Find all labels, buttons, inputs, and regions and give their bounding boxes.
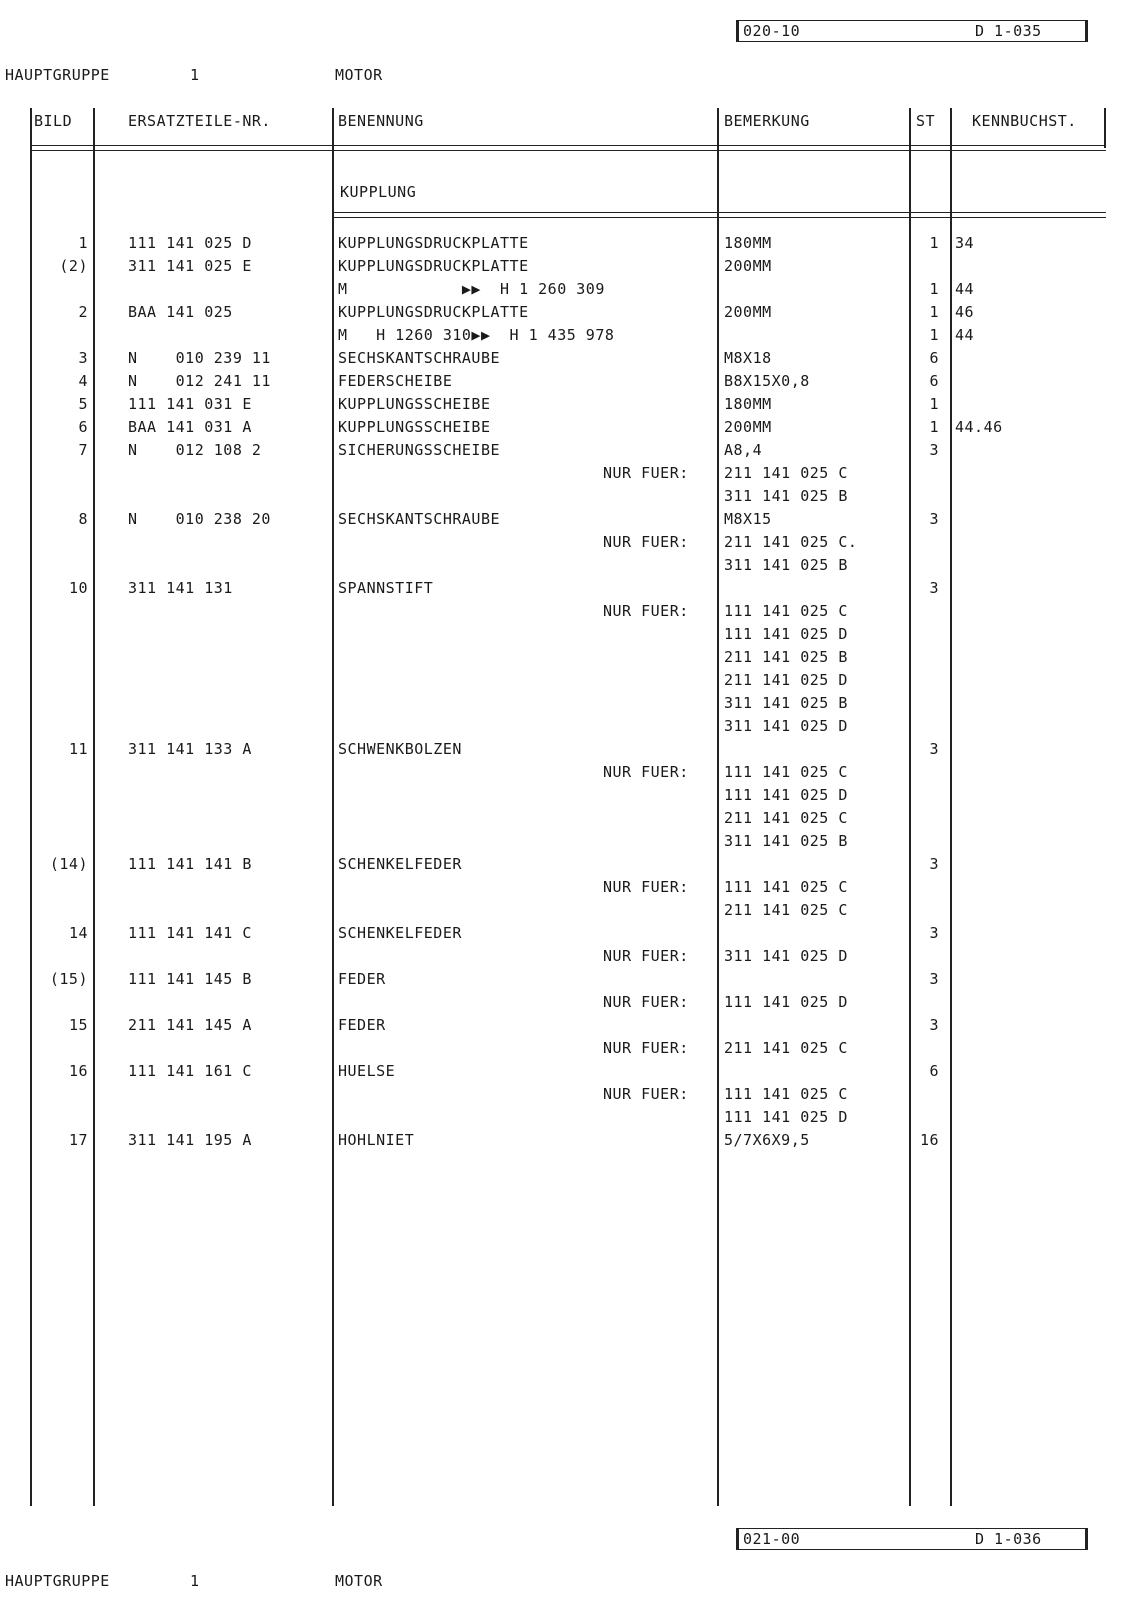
- row-qty: 1: [929, 234, 939, 252]
- col-divider-part: [332, 108, 334, 1506]
- row-part-no: 111 141 025 D: [128, 234, 252, 252]
- row-bild: 6: [78, 418, 88, 436]
- col-header-part-no: ERSATZTEILE-NR.: [128, 112, 271, 130]
- page-ref-top-code: 020-10: [743, 22, 801, 40]
- row-qty: 3: [929, 855, 939, 873]
- row-part-no: N 010 239 11: [128, 349, 271, 367]
- group-number: 1: [190, 66, 200, 84]
- row-name: SCHENKELFEDER: [338, 855, 462, 873]
- row-remark: 211 141 025 C.: [724, 533, 858, 551]
- row-remark: 111 141 025 C: [724, 602, 848, 620]
- row-qty: 3: [929, 510, 939, 528]
- row-qty: 1: [929, 395, 939, 413]
- row-only-for: NUR FUER:: [603, 1085, 689, 1103]
- row-qty: 3: [929, 924, 939, 942]
- row-only-for: NUR FUER:: [603, 878, 689, 896]
- row-qty: 1: [929, 418, 939, 436]
- row-name: FEDERSCHEIBE: [338, 372, 453, 390]
- row-bild: (14): [49, 855, 88, 873]
- table-border-left: [30, 108, 32, 1506]
- row-remark: 200MM: [724, 257, 772, 275]
- row-qty: 6: [929, 349, 939, 367]
- row-name: FEDER: [338, 970, 386, 988]
- group-name: MOTOR: [335, 66, 383, 84]
- row-bild: 16: [68, 1062, 88, 1080]
- row-remark: 111 141 025 C: [724, 1085, 848, 1103]
- row-remark: 180MM: [724, 234, 772, 252]
- col-header-qty: ST: [916, 112, 936, 130]
- footer-group-label: HAUPTGRUPPE: [5, 1572, 110, 1590]
- row-remark: 180MM: [724, 395, 772, 413]
- row-part-no: 111 141 141 C: [128, 924, 252, 942]
- footer-group-number: 1: [190, 1572, 200, 1590]
- row-code: 44.46: [955, 418, 1003, 436]
- row-remark: 111 141 025 D: [724, 993, 848, 1011]
- row-code: 44: [955, 326, 975, 344]
- col-divider-bild: [93, 108, 95, 1506]
- row-part-no: BAA 141 025: [128, 303, 233, 321]
- row-part-no: N 012 241 11: [128, 372, 271, 390]
- row-name: SCHENKELFEDER: [338, 924, 462, 942]
- row-name: KUPPLUNGSSCHEIBE: [338, 395, 491, 413]
- row-bild: (2): [59, 257, 88, 275]
- row-name: KUPPLUNGSDRUCKPLATTE: [338, 303, 529, 321]
- row-bild: (15): [49, 970, 88, 988]
- row-bild: 11: [68, 740, 88, 758]
- row-name: KUPPLUNGSDRUCKPLATTE: [338, 234, 529, 252]
- row-only-for: NUR FUER:: [603, 1039, 689, 1057]
- row-qty: 1: [929, 326, 939, 344]
- row-bild: 8: [78, 510, 88, 528]
- row-bild: 3: [78, 349, 88, 367]
- row-remark: M8X15: [724, 510, 772, 528]
- row-remark: 211 141 025 C: [724, 809, 848, 827]
- row-bild: 2: [78, 303, 88, 321]
- row-remark: 211 141 025 C: [724, 464, 848, 482]
- col-header-name: BENENNUNG: [338, 112, 424, 130]
- row-only-for: NUR FUER:: [603, 763, 689, 781]
- row-remark: 211 141 025 B: [724, 648, 848, 666]
- row-name: SECHSKANTSCHRAUBE: [338, 349, 501, 367]
- row-qty: 3: [929, 579, 939, 597]
- row-qty: 6: [929, 372, 939, 390]
- row-remark: B8X15X0,8: [724, 372, 810, 390]
- row-code: 44: [955, 280, 975, 298]
- row-name: M ▶▶ H 1 260 309: [338, 280, 605, 298]
- group-label: HAUPTGRUPPE: [5, 66, 110, 84]
- row-remark: 211 141 025 D: [724, 671, 848, 689]
- row-remark: 200MM: [724, 303, 772, 321]
- row-bild: 17: [68, 1131, 88, 1149]
- row-name: HUELSE: [338, 1062, 396, 1080]
- row-part-no: 311 141 131: [128, 579, 233, 597]
- row-qty: 16: [919, 1131, 939, 1149]
- row-bild: 7: [78, 441, 88, 459]
- row-name: HOHLNIET: [338, 1131, 415, 1149]
- row-qty: 3: [929, 740, 939, 758]
- col-header-remark: BEMERKUNG: [724, 112, 810, 130]
- row-remark: 211 141 025 C: [724, 1039, 848, 1057]
- row-part-no: 111 141 145 B: [128, 970, 252, 988]
- row-remark: 311 141 025 B: [724, 487, 848, 505]
- col-divider-qty: [950, 108, 952, 1506]
- row-part-no: 111 141 161 C: [128, 1062, 252, 1080]
- row-qty: 1: [929, 303, 939, 321]
- row-remark: 111 141 025 C: [724, 763, 848, 781]
- row-bild: 14: [68, 924, 88, 942]
- row-name: SPANNSTIFT: [338, 579, 434, 597]
- row-part-no: 111 141 141 B: [128, 855, 252, 873]
- row-part-no: N 010 238 20: [128, 510, 271, 528]
- row-part-no: N 012 108 2: [128, 441, 262, 459]
- row-name: M H 1260 310▶▶ H 1 435 978: [338, 326, 615, 344]
- page-ref-bottom: [736, 1528, 1088, 1550]
- row-bild: 10: [68, 579, 88, 597]
- row-part-no: 311 141 025 E: [128, 257, 252, 275]
- table-border-right: [1104, 108, 1106, 148]
- row-remark: 311 141 025 B: [724, 832, 848, 850]
- row-remark: 311 141 025 D: [724, 947, 848, 965]
- row-only-for: NUR FUER:: [603, 993, 689, 1011]
- row-remark: 211 141 025 C: [724, 901, 848, 919]
- row-only-for: NUR FUER:: [603, 533, 689, 551]
- col-divider-name: [717, 108, 719, 1506]
- page-ref-top: [736, 20, 1088, 42]
- row-part-no: 211 141 145 A: [128, 1016, 252, 1034]
- row-bild: 4: [78, 372, 88, 390]
- row-bild: 15: [68, 1016, 88, 1034]
- row-qty: 3: [929, 970, 939, 988]
- row-remark: 111 141 025 C: [724, 878, 848, 896]
- page-ref-top-page: D 1-035: [975, 22, 1042, 40]
- row-part-no: 311 141 133 A: [128, 740, 252, 758]
- row-name: FEDER: [338, 1016, 386, 1034]
- col-header-code: KENNBUCHST.: [972, 112, 1077, 130]
- row-only-for: NUR FUER:: [603, 602, 689, 620]
- row-name: SCHWENKBOLZEN: [338, 740, 462, 758]
- page-ref-bottom-page: D 1-036: [975, 1530, 1042, 1548]
- col-header-bild: BILD: [34, 112, 73, 130]
- row-remark: 111 141 025 D: [724, 1108, 848, 1126]
- header-rule: [30, 145, 1106, 151]
- row-name: KUPPLUNGSSCHEIBE: [338, 418, 491, 436]
- row-code: 34: [955, 234, 975, 252]
- footer-group-name: MOTOR: [335, 1572, 383, 1590]
- row-remark: 311 141 025 B: [724, 694, 848, 712]
- row-remark: 311 141 025 D: [724, 717, 848, 735]
- row-only-for: NUR FUER:: [603, 947, 689, 965]
- page-ref-bottom-code: 021-00: [743, 1530, 801, 1548]
- row-name: SECHSKANTSCHRAUBE: [338, 510, 501, 528]
- section-title: KUPPLUNG: [340, 183, 417, 201]
- section-rule: [332, 212, 1106, 218]
- row-remark: 5/7X6X9,5: [724, 1131, 810, 1149]
- row-bild: 5: [78, 395, 88, 413]
- row-remark: 200MM: [724, 418, 772, 436]
- row-remark: 311 141 025 B: [724, 556, 848, 574]
- row-part-no: 311 141 195 A: [128, 1131, 252, 1149]
- row-qty: 1: [929, 280, 939, 298]
- row-bild: 1: [78, 234, 88, 252]
- row-remark: 111 141 025 D: [724, 625, 848, 643]
- row-part-no: BAA 141 031 A: [128, 418, 252, 436]
- row-remark: M8X18: [724, 349, 772, 367]
- row-name: SICHERUNGSSCHEIBE: [338, 441, 501, 459]
- row-name: KUPPLUNGSDRUCKPLATTE: [338, 257, 529, 275]
- row-qty: 6: [929, 1062, 939, 1080]
- row-remark: A8,4: [724, 441, 763, 459]
- row-code: 46: [955, 303, 975, 321]
- row-qty: 3: [929, 441, 939, 459]
- row-part-no: 111 141 031 E: [128, 395, 252, 413]
- row-remark: 111 141 025 D: [724, 786, 848, 804]
- row-qty: 3: [929, 1016, 939, 1034]
- row-only-for: NUR FUER:: [603, 464, 689, 482]
